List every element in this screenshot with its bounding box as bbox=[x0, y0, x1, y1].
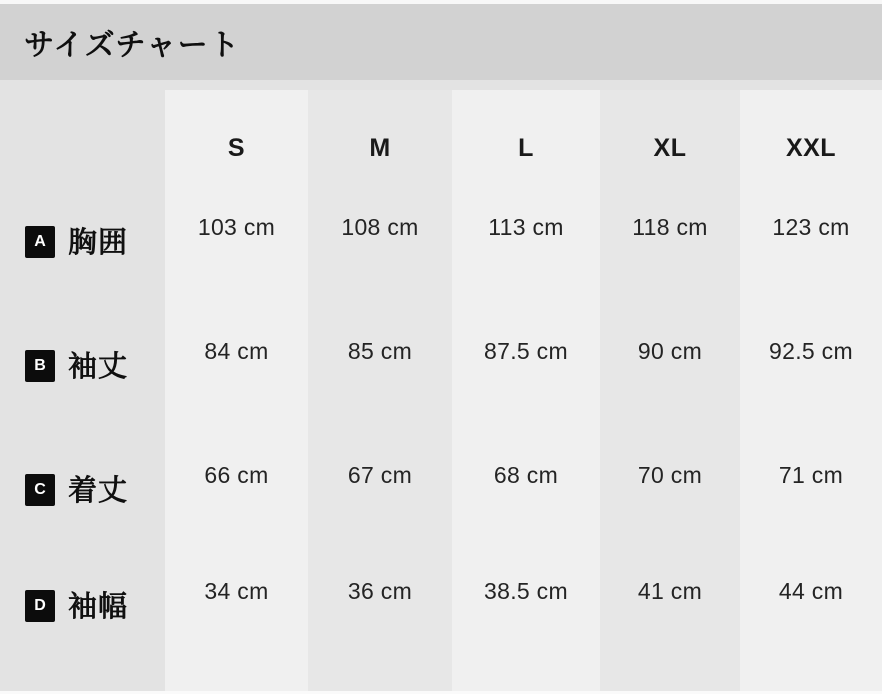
column-header-xl: XL bbox=[653, 133, 687, 162]
page-title: サイズチャート bbox=[24, 29, 241, 62]
row-key-badge: C bbox=[25, 474, 55, 506]
value-cell: 108 cm bbox=[341, 214, 419, 240]
value-cell: 84 cm bbox=[204, 338, 269, 364]
row-header-body-length bbox=[0, 442, 165, 558]
value-cell: 70 cm bbox=[637, 462, 703, 488]
size-table-grid bbox=[0, 90, 882, 694]
value-cell: 38.5 cm bbox=[484, 578, 568, 604]
column-header-s: S bbox=[227, 133, 246, 162]
row-label: 胸囲 bbox=[68, 227, 129, 259]
value-cell: 66 cm bbox=[204, 462, 269, 488]
value-cell: 87.5 cm bbox=[484, 338, 568, 364]
value-cell: 123 cm bbox=[772, 214, 850, 240]
column-header-m: M bbox=[369, 133, 391, 162]
value-cell: 85 cm bbox=[347, 338, 413, 364]
value-cell: 41 cm bbox=[637, 578, 703, 604]
row-header-sleeve-length bbox=[0, 318, 165, 442]
row-key-badge: A bbox=[25, 226, 55, 258]
value-cell: 68 cm bbox=[493, 462, 559, 488]
value-cell: 90 cm bbox=[637, 338, 703, 364]
column-header-xxl: XXL bbox=[785, 133, 837, 162]
row-key-badge: D bbox=[25, 590, 55, 622]
value-cell: 34 cm bbox=[204, 578, 269, 604]
row-label: 袖丈 bbox=[68, 351, 129, 383]
value-cell: 118 cm bbox=[632, 214, 708, 240]
value-cell: 44 cm bbox=[778, 578, 844, 604]
size-table bbox=[0, 90, 882, 694]
corner-cell bbox=[0, 90, 165, 194]
row-key-badge: B bbox=[25, 350, 55, 382]
value-cell: 71 cm bbox=[778, 462, 844, 488]
title-band bbox=[0, 4, 882, 80]
row-label: 袖幅 bbox=[68, 591, 129, 623]
row-header-chest bbox=[0, 194, 165, 318]
row-header-sleeve-width bbox=[0, 558, 165, 694]
value-cell: 36 cm bbox=[347, 578, 413, 604]
value-cell: 92.5 cm bbox=[769, 338, 853, 364]
value-cell: 113 cm bbox=[488, 214, 564, 240]
row-label: 着丈 bbox=[68, 475, 129, 507]
value-cell: 67 cm bbox=[347, 462, 413, 488]
value-cell: 103 cm bbox=[197, 214, 276, 240]
column-header-l: L bbox=[518, 133, 534, 162]
